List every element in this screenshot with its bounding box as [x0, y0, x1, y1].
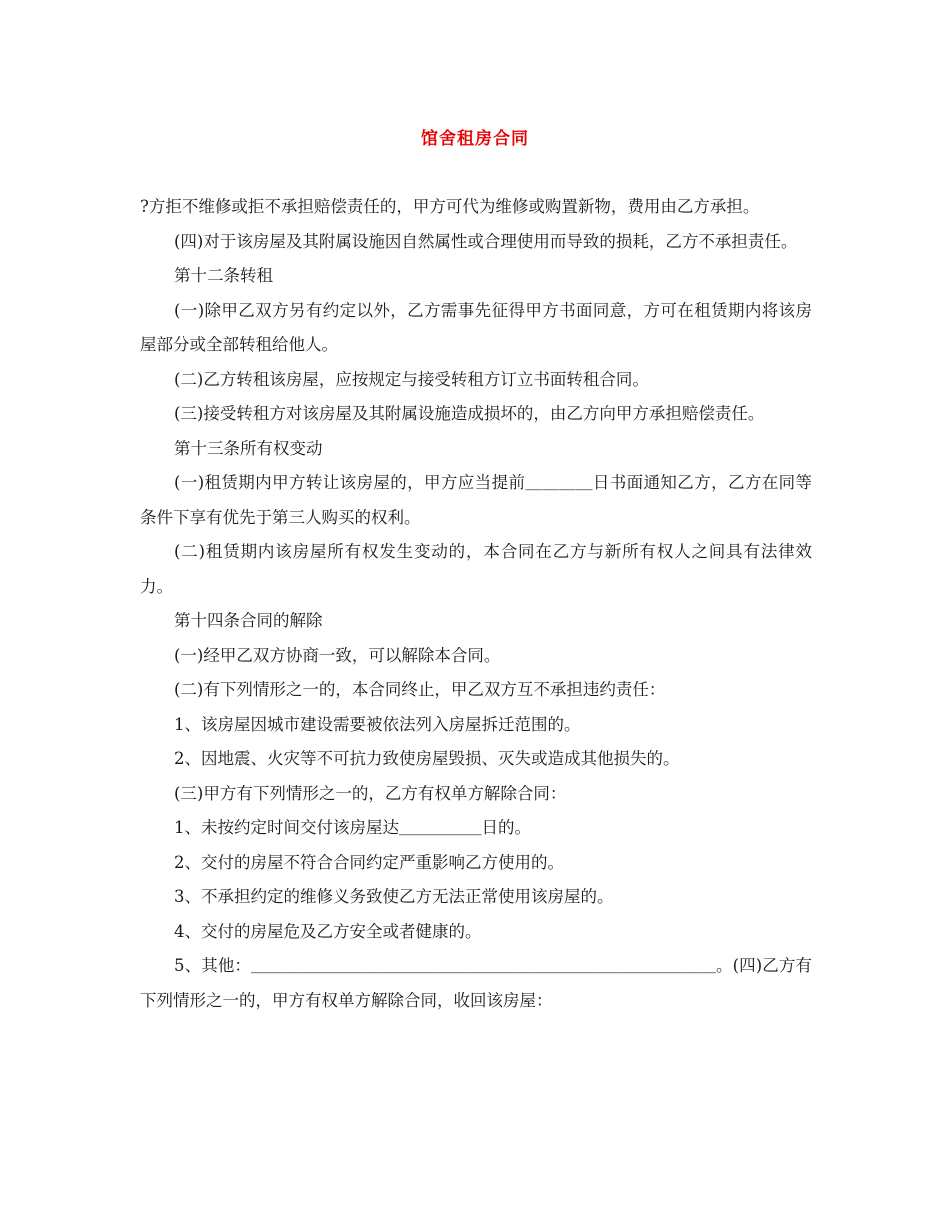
paragraph: (二)租赁期内该房屋所有权发生变动的，本合同在乙方与新所有权人之间具有法律效力。 — [140, 542, 812, 596]
paragraph: 1、该房屋因城市建设需要被依法列入房屋拆迁范围的。 — [174, 714, 581, 734]
paragraph: (二)有下列情形之一的，本合同终止，甲乙双方互不承担违约责任： — [174, 680, 666, 699]
paragraph: (三)甲方有下列情形之一的，乙方有权单方解除合同： — [174, 783, 567, 803]
paragraph: 第十二条转租 — [174, 266, 273, 285]
paragraph: ?方拒不维修或拒不承担赔偿责任的，甲方可代为维修或购置新物，费用由乙方承担。 — [140, 197, 760, 216]
paragraph: 第十三条所有权变动 — [174, 438, 323, 458]
paragraph: 第十四条合同的解除 — [174, 611, 323, 630]
paragraph: (一)除甲乙双方另有约定以外，乙方需事先征得甲方书面同意，方可在租赁期内将该房屋部分或全部转租给他人。 — [140, 300, 812, 354]
paragraph: 2、因地震、火灾等不可抗力致使房屋毁损、灭失或造成其他损失的。 — [174, 749, 680, 768]
document-title: 馆舍租房合同 — [421, 129, 529, 149]
paragraph: (一)经甲乙双方协商一致，可以解除本合同。 — [174, 645, 501, 665]
paragraph: (三)接受转租方对该房屋及其附属设施造成损坏的，由乙方向甲方承担赔偿责任。 — [174, 404, 765, 423]
paragraph: 1、未按约定时间交付该房屋达＿＿＿＿＿日的。 — [174, 818, 531, 837]
paragraph: (四)对于该房屋及其附属设施因自然属性或合理使用而导致的损耗，乙方不承担责任。 — [174, 231, 798, 251]
paragraph: 4、交付的房屋危及乙方安全或者健康的。 — [174, 921, 482, 941]
paragraph: 2、交付的房屋不符合合同约定严重影响乙方使用的。 — [174, 852, 564, 872]
paragraph: 3、不承担约定的维修义务致使乙方无法正常使用该房屋的。 — [174, 887, 614, 906]
paragraph: (二)乙方转租该房屋，应按规定与接受转租方订立书面转租合同。 — [174, 369, 649, 389]
paragraph: (一)租赁期内甲方转让该房屋的，甲方应当提前＿＿＿＿日书面通知乙方，乙方在同等条件下享有优先于第三人购买的权利。 — [140, 473, 812, 527]
document-body — [140, 190, 812, 1018]
paragraph: 5、其他：＿＿＿＿＿＿＿＿＿＿＿＿＿＿＿＿＿＿＿＿＿＿＿＿＿＿＿＿。(四)乙方有下列情形之一的，甲方有权单方解除合同，收回该房屋： — [140, 956, 812, 1010]
